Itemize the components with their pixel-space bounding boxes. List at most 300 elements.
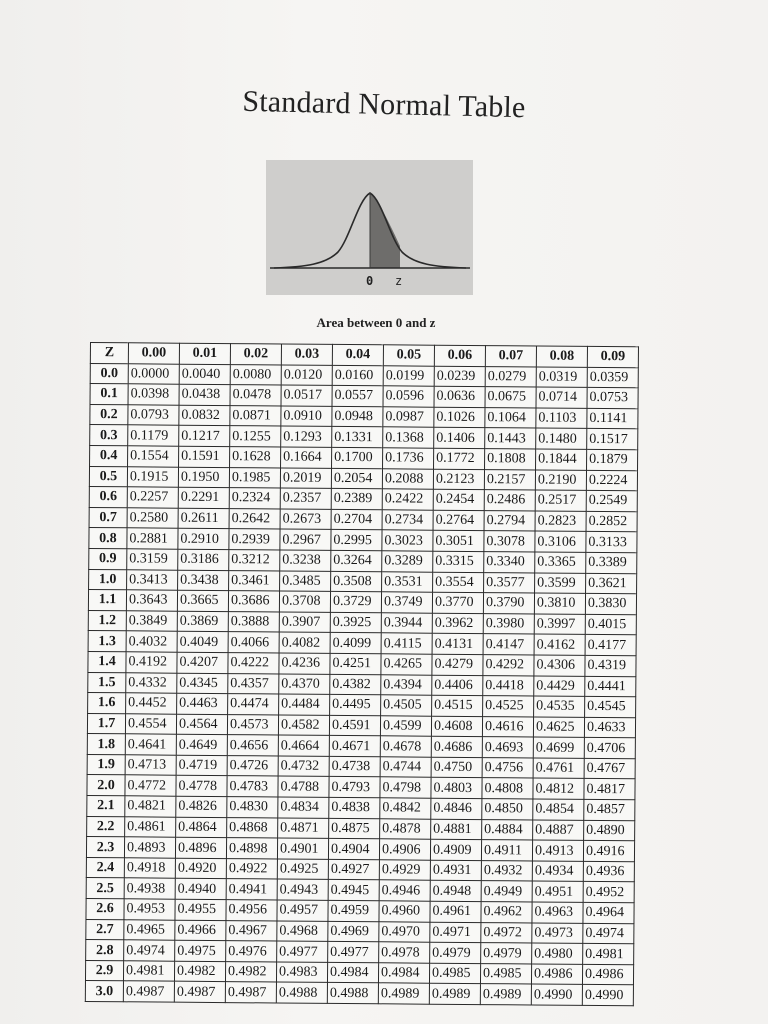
table-cell: 0.1879	[587, 449, 638, 470]
table-cell: 0.3023	[382, 530, 433, 551]
table-cell: 0.4949	[481, 881, 532, 902]
table-cell: 0.1293	[281, 426, 332, 447]
table-cell: 0.2157	[484, 469, 535, 490]
table-cell: 0.4927	[328, 859, 379, 880]
table-cell: 0.1368	[383, 427, 434, 448]
table-cell: 0.2190	[535, 470, 586, 491]
table-cell: 0.2823	[535, 511, 586, 532]
row-z-value: 0.3	[90, 425, 128, 446]
row-z-value: 1.0	[89, 569, 127, 590]
table-cell: 0.4761	[533, 758, 584, 779]
row-z-value: 0.2	[90, 404, 128, 425]
table-cell: 0.0557	[332, 386, 383, 407]
table-cell: 0.4706	[584, 738, 635, 759]
table-cell: 0.3810	[534, 593, 585, 614]
table-cell: 0.3340	[484, 552, 535, 573]
table-cell: 0.4641	[125, 734, 176, 755]
table-cell: 0.4474	[228, 694, 279, 715]
table-cell: 0.2910	[178, 529, 229, 550]
table-cell: 0.4976	[226, 941, 277, 962]
table-cell: 0.4418	[483, 675, 534, 696]
table-cell: 0.2088	[382, 468, 433, 489]
column-header: 0.02	[230, 344, 281, 365]
table-cell: 0.4980	[532, 943, 583, 964]
table-cell: 0.3997	[534, 614, 585, 635]
table-cell: 0.2357	[280, 488, 331, 509]
table-cell: 0.4756	[482, 757, 533, 778]
row-z-value: 3.0	[85, 981, 123, 1002]
table-cell: 0.2939	[229, 529, 280, 550]
column-header: 0.05	[383, 345, 434, 366]
table-subtitle: Area between 0 and z	[316, 315, 436, 330]
table-cell: 0.4964	[583, 902, 634, 923]
table-cell: 0.2019	[280, 468, 331, 489]
table-cell: 0.4554	[125, 713, 176, 734]
table-cell: 0.4981	[583, 944, 634, 965]
table-cell: 0.2257	[127, 487, 178, 508]
table-cell: 0.4896	[175, 837, 226, 858]
table-cell: 0.4370	[279, 673, 330, 694]
table-cell: 0.4938	[124, 878, 175, 899]
table-cell: 0.4984	[327, 962, 378, 983]
table-cell: 0.3770	[432, 592, 483, 613]
row-z-value: 0.4	[90, 445, 128, 466]
table-cell: 0.1517	[587, 429, 638, 450]
table-cell: 0.4484	[279, 694, 330, 715]
table-cell: 0.0675	[485, 387, 536, 408]
table-cell: 0.4382	[330, 674, 381, 695]
table-cell: 0.4987	[174, 982, 225, 1003]
table-cell: 0.2794	[484, 510, 535, 531]
table-cell: 0.0040	[179, 364, 230, 385]
row-z-value: 2.6	[86, 899, 124, 920]
table-cell: 0.4922	[226, 858, 277, 879]
table-cell: 0.4932	[481, 860, 532, 881]
table-cell: 0.4608	[431, 716, 482, 737]
row-z-value: 0.8	[89, 528, 127, 549]
row-z-value: 1.2	[88, 610, 126, 631]
table-cell: 0.4357	[228, 673, 279, 694]
row-z-value: 1.4	[88, 651, 126, 672]
table-cell: 0.3413	[127, 569, 178, 590]
table-cell: 0.4821	[125, 796, 176, 817]
table-cell: 0.4830	[227, 797, 278, 818]
table-cell: 0.0871	[230, 405, 281, 426]
table-cell: 0.4988	[276, 982, 327, 1003]
table-cell: 0.4990	[582, 985, 633, 1006]
table-cell: 0.4649	[176, 734, 227, 755]
table-cell: 0.4925	[277, 859, 328, 880]
table-cell: 0.4177	[585, 635, 636, 656]
table-cell: 0.0517	[281, 385, 332, 406]
table-cell: 0.1217	[179, 426, 230, 447]
table-cell: 0.4292	[483, 655, 534, 676]
normal-curve-svg	[266, 160, 473, 295]
table-cell: 0.4906	[379, 839, 430, 860]
table-cell: 0.4982	[174, 961, 225, 982]
table-cell: 0.1141	[587, 408, 638, 429]
table-cell: 0.4207	[177, 652, 228, 673]
table-cell: 0.4875	[329, 818, 380, 839]
table-cell: 0.3212	[229, 550, 280, 571]
row-z-value: 1.3	[88, 631, 126, 652]
column-header: 0.03	[281, 344, 332, 365]
table-cell: 0.1915	[127, 466, 178, 487]
table-cell: 0.1554	[128, 446, 179, 467]
table-cell: 0.1480	[536, 428, 587, 449]
table-cell: 0.4986	[582, 964, 633, 985]
table-cell: 0.3159	[127, 549, 178, 570]
table-cell: 0.4943	[277, 879, 328, 900]
table-cell: 0.0319	[536, 367, 587, 388]
table-cell: 0.4916	[583, 841, 634, 862]
table-cell: 0.4951	[532, 881, 583, 902]
table-cell: 0.0080	[230, 364, 281, 385]
table-cell: 0.4082	[279, 632, 330, 653]
table-cell: 0.4738	[329, 756, 380, 777]
table-cell: 0.4778	[176, 776, 227, 797]
table-cell: 0.3621	[586, 573, 637, 594]
table-cell: 0.4990	[531, 984, 582, 1005]
table-cell: 0.4664	[278, 735, 329, 756]
shaded-area-0-to-z	[370, 193, 400, 268]
table-cell: 0.4955	[175, 899, 226, 920]
z-table-container	[85, 342, 639, 1006]
table-cell: 0.4972	[481, 922, 532, 943]
table-cell: 0.3133	[586, 532, 637, 553]
table-cell: 0.4940	[175, 879, 226, 900]
table-cell: 0.3531	[382, 571, 433, 592]
table-cell: 0.3944	[381, 613, 432, 634]
table-cell: 0.4946	[379, 880, 430, 901]
table-cell: 0.4066	[228, 632, 279, 653]
table-cell: 0.4984	[378, 963, 429, 984]
table-cell: 0.4987	[123, 981, 174, 1002]
table-cell: 0.1736	[383, 448, 434, 469]
table-cell: 0.4732	[278, 756, 329, 777]
table-cell: 0.4332	[126, 672, 177, 693]
table-cell: 0.2852	[586, 511, 637, 532]
table-cell: 0.0910	[281, 406, 332, 427]
row-z-value: 2.1	[87, 796, 125, 817]
table-cell: 0.4812	[533, 778, 584, 799]
table-cell: 0.4936	[583, 861, 634, 882]
table-cell: 0.0000	[128, 363, 179, 384]
row-z-value: 1.7	[87, 713, 125, 734]
table-cell: 0.1103	[536, 408, 587, 429]
table-cell: 0.4887	[533, 820, 584, 841]
table-cell: 0.4929	[379, 860, 430, 881]
table-cell: 0.4222	[228, 653, 279, 674]
row-z-value: 0.7	[89, 507, 127, 528]
table-cell: 0.4850	[482, 799, 533, 820]
table-cell: 0.4941	[226, 879, 277, 900]
page-title: Standard Normal Table	[242, 84, 526, 125]
table-cell: 0.0199	[383, 365, 434, 386]
table-cell: 0.4989	[429, 984, 480, 1005]
table-cell: 0.2324	[229, 488, 280, 509]
table-cell: 0.2389	[331, 489, 382, 510]
table-cell: 0.2764	[433, 510, 484, 531]
table-cell: 0.3830	[585, 594, 636, 615]
table-cell: 0.4981	[123, 961, 174, 982]
table-cell: 0.4898	[226, 838, 277, 859]
table-cell: 0.3643	[126, 590, 177, 611]
table-cell: 0.0438	[179, 384, 230, 405]
table-cell: 0.4948	[430, 881, 481, 902]
table-cell: 0.2734	[382, 510, 433, 531]
table-cell: 0.3365	[535, 552, 586, 573]
table-cell: 0.4985	[429, 963, 480, 984]
table-cell: 0.0636	[434, 386, 485, 407]
table-cell: 0.1255	[230, 426, 281, 447]
table-cell: 0.4582	[278, 715, 329, 736]
table-cell: 0.4719	[176, 755, 227, 776]
table-cell: 0.4463	[177, 693, 228, 714]
table-cell: 0.0160	[332, 365, 383, 386]
table-cell: 0.4032	[126, 631, 177, 652]
table-cell: 0.0714	[536, 387, 587, 408]
table-cell: 0.1772	[434, 448, 485, 469]
row-z-value: 1.9	[87, 754, 125, 775]
table-cell: 0.4319	[585, 655, 636, 676]
table-cell: 0.4564	[176, 714, 227, 735]
table-cell: 0.0596	[383, 386, 434, 407]
table-cell: 0.2611	[178, 508, 229, 529]
table-cell: 0.2224	[586, 470, 637, 491]
table-cell: 0.3849	[126, 611, 177, 632]
table-cell: 0.4982	[225, 961, 276, 982]
table-cell: 0.1664	[281, 447, 332, 468]
table-cell: 0.4967	[226, 920, 277, 941]
table-cell: 0.4147	[483, 634, 534, 655]
table-cell: 0.4162	[534, 634, 585, 655]
table-cell: 0.4633	[584, 717, 635, 738]
table-cell: 0.4750	[431, 757, 482, 778]
table-cell: 0.2454	[433, 489, 484, 510]
table-row	[85, 981, 633, 1006]
table-cell: 0.4974	[583, 923, 634, 944]
table-cell: 0.4878	[380, 818, 431, 839]
table-cell: 0.4977	[277, 941, 328, 962]
table-cell: 0.4798	[380, 777, 431, 798]
table-cell: 0.4975	[175, 940, 226, 961]
row-z-value: 0.9	[89, 548, 127, 569]
table-cell: 0.4904	[328, 839, 379, 860]
row-z-value: 2.8	[86, 940, 124, 961]
table-cell: 0.3665	[177, 590, 228, 611]
table-cell: 0.2673	[280, 509, 331, 530]
table-cell: 0.4545	[585, 696, 636, 717]
table-cell: 0.4406	[432, 675, 483, 696]
table-cell: 0.4961	[430, 901, 481, 922]
table-cell: 0.4236	[279, 653, 330, 674]
table-cell: 0.4978	[379, 942, 430, 963]
label-zero: 0	[366, 274, 374, 288]
row-z-value: 0.6	[89, 487, 127, 508]
table-cell: 0.4279	[432, 654, 483, 675]
table-cell: 0.2704	[331, 509, 382, 530]
table-cell: 0.4429	[534, 675, 585, 696]
table-cell: 0.4808	[482, 778, 533, 799]
table-cell: 0.4864	[176, 817, 227, 838]
table-cell: 0.3264	[331, 550, 382, 571]
table-cell: 0.4971	[430, 922, 481, 943]
column-header: 0.01	[179, 343, 230, 364]
table-cell: 0.3508	[331, 571, 382, 592]
table-cell: 0.4842	[380, 798, 431, 819]
table-cell: 0.2486	[484, 490, 535, 511]
table-cell: 0.4525	[483, 696, 534, 717]
table-cell: 0.0279	[485, 366, 536, 387]
table-cell: 0.4699	[533, 737, 584, 758]
table-cell: 0.0359	[587, 367, 638, 388]
table-cell: 0.4957	[277, 900, 328, 921]
table-cell: 0.4953	[124, 899, 175, 920]
table-cell: 0.4306	[534, 655, 585, 676]
column-header: 0.04	[332, 344, 383, 365]
row-z-value: 2.9	[85, 960, 123, 981]
column-header: 0.06	[434, 345, 485, 366]
row-z-value: 0.1	[90, 384, 128, 405]
table-cell: 0.1950	[178, 467, 229, 488]
table-cell: 0.4920	[175, 858, 226, 879]
table-cell: 0.4505	[381, 695, 432, 716]
table-body	[85, 363, 638, 1006]
table-cell: 0.4901	[277, 838, 328, 859]
table-cell: 0.3599	[535, 573, 586, 594]
row-z-value: 1.8	[87, 734, 125, 755]
column-header: 0.09	[587, 346, 638, 367]
table-cell: 0.3485	[280, 571, 331, 592]
table-cell: 0.1591	[179, 446, 230, 467]
row-z-value: 0.0	[90, 363, 128, 384]
table-cell: 0.4963	[532, 902, 583, 923]
table-cell: 0.4868	[227, 817, 278, 838]
table-cell: 0.4974	[124, 940, 175, 961]
table-cell: 0.4265	[381, 654, 432, 675]
table-cell: 0.3438	[178, 570, 229, 591]
table-cell: 0.4918	[124, 858, 175, 879]
table-cell: 0.4826	[176, 796, 227, 817]
table-cell: 0.4803	[431, 778, 482, 799]
table-cell: 0.4911	[481, 840, 532, 861]
table-cell: 0.4625	[533, 717, 584, 738]
table-cell: 0.4969	[328, 921, 379, 942]
label-z: z	[395, 274, 403, 288]
table-cell: 0.4854	[533, 799, 584, 820]
table-cell: 0.2123	[433, 469, 484, 490]
table-cell: 0.4931	[430, 860, 481, 881]
table-cell: 0.4535	[534, 696, 585, 717]
table-cell: 0.4970	[379, 921, 430, 942]
table-cell: 0.0987	[383, 407, 434, 428]
table-cell: 0.4788	[278, 776, 329, 797]
table-cell: 0.4989	[378, 983, 429, 1004]
table-cell: 0.0120	[281, 365, 332, 386]
table-cell: 0.4656	[227, 735, 278, 756]
table-cell: 0.4345	[177, 673, 228, 694]
table-cell: 0.1443	[485, 428, 536, 449]
table-cell: 0.4913	[532, 840, 583, 861]
table-cell: 0.4783	[227, 776, 278, 797]
table-cell: 0.4987	[225, 982, 276, 1003]
table-cell: 0.2549	[586, 491, 637, 512]
table-cell: 0.3869	[177, 611, 228, 632]
table-cell: 0.2517	[535, 490, 586, 511]
table-cell: 0.4988	[327, 983, 378, 1004]
table-cell: 0.4986	[531, 964, 582, 985]
table-cell: 0.4884	[482, 819, 533, 840]
table-cell: 0.3289	[382, 551, 433, 572]
table-cell: 0.4977	[328, 942, 379, 963]
table-cell: 0.1808	[485, 449, 536, 470]
table-cell: 0.3577	[484, 572, 535, 593]
table-cell: 0.0398	[128, 384, 179, 405]
normal-curve-figure	[266, 160, 473, 295]
row-z-value: 2.7	[86, 919, 124, 940]
table-cell: 0.3186	[178, 549, 229, 570]
table-cell: 0.3389	[586, 552, 637, 573]
table-cell: 0.4599	[380, 715, 431, 736]
table-cell: 0.3980	[483, 613, 534, 634]
table-cell: 0.4945	[328, 880, 379, 901]
row-z-value: 1.6	[88, 693, 126, 714]
table-cell: 0.3051	[433, 531, 484, 552]
table-cell: 0.4962	[481, 902, 532, 923]
row-z-value: 2.4	[86, 857, 124, 878]
column-header: 0.07	[485, 346, 536, 367]
table-cell: 0.4495	[330, 694, 381, 715]
table-cell: 0.1985	[229, 467, 280, 488]
table-cell: 0.4979	[481, 943, 532, 964]
row-z-value: 2.0	[87, 775, 125, 796]
table-cell: 0.4909	[430, 839, 481, 860]
row-z-value: 0.5	[89, 466, 127, 487]
table-cell: 0.4893	[124, 837, 175, 858]
table-cell: 0.4959	[328, 900, 379, 921]
table-cell: 0.4192	[126, 652, 177, 673]
table-cell: 0.3106	[535, 531, 586, 552]
table-cell: 0.1179	[128, 425, 179, 446]
table-cell: 0.4989	[480, 984, 531, 1005]
table-cell: 0.1026	[434, 407, 485, 428]
table-cell: 0.4890	[584, 820, 635, 841]
table-cell: 0.4960	[379, 901, 430, 922]
table-cell: 0.2422	[382, 489, 433, 510]
table-cell: 0.4973	[532, 923, 583, 944]
table-cell: 0.1844	[536, 449, 587, 470]
table-cell: 0.4713	[125, 755, 176, 776]
table-cell: 0.0948	[332, 406, 383, 427]
table-cell: 0.4793	[329, 777, 380, 798]
table-cell: 0.3888	[228, 611, 279, 632]
table-cell: 0.4099	[330, 633, 381, 654]
table-cell: 0.4115	[381, 633, 432, 654]
table-cell: 0.4934	[532, 861, 583, 882]
table-cell: 0.2580	[127, 508, 178, 529]
table-cell: 0.0239	[434, 366, 485, 387]
table-cell: 0.3749	[381, 592, 432, 613]
table-cell: 0.4671	[329, 736, 380, 757]
table-cell: 0.4979	[430, 942, 481, 963]
table-cell: 0.4394	[381, 674, 432, 695]
row-z-value: 1.5	[88, 672, 126, 693]
table-cell: 0.4871	[278, 818, 329, 839]
table-cell: 0.3962	[432, 613, 483, 634]
table-cell: 0.4744	[380, 757, 431, 778]
table-cell: 0.4726	[227, 755, 278, 776]
